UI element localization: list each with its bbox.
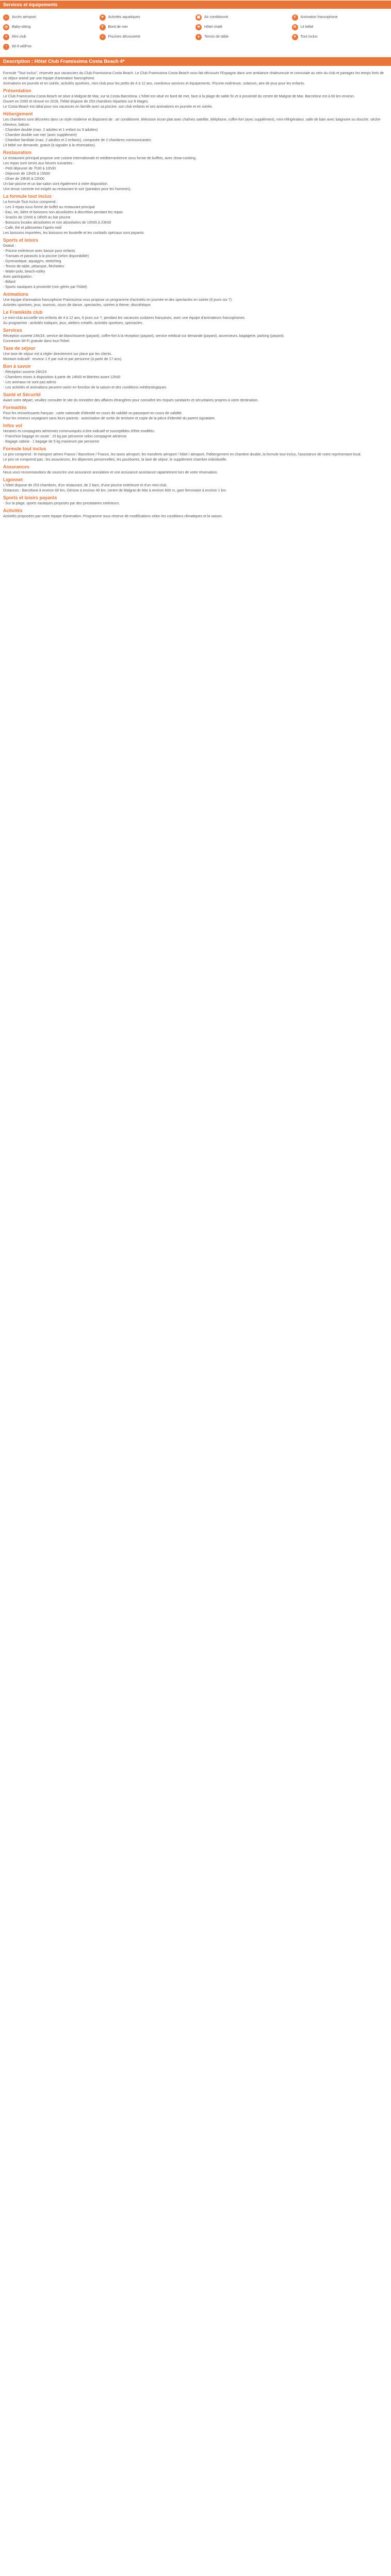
hotel-icon: H bbox=[292, 24, 298, 30]
paragraph: Lit bébé sur demande, gratuit (à signaler à la réservation). bbox=[3, 144, 96, 147]
service-label: Mini club bbox=[12, 35, 26, 39]
service-item bbox=[100, 33, 196, 40]
paragraph: Ouvert en 2000 et rénové en 2018, l'hôtel dispose de 253 chambres réparties sur 8 étages. bbox=[3, 100, 149, 104]
section-heading: Animations bbox=[3, 292, 29, 297]
service-item bbox=[100, 24, 196, 30]
service-label: Tout inclus bbox=[300, 35, 318, 39]
paragraph: Au programme : activités ludiques, jeux, ateliers créatifs, activités sportives, spectacles. bbox=[3, 321, 143, 325]
paragraph: Une équipe d'animation francophone Framissima vous propose un programme d'activités en journée et des spectacles en soirée (6 jours sur 7). bbox=[3, 298, 233, 302]
section-heading: Le Framikids club bbox=[3, 310, 43, 315]
paragraph: - Chambre double vue mer (avec supplément) bbox=[3, 133, 77, 137]
paragraph: - Dîner de 19h30 à 22h00 bbox=[3, 177, 44, 181]
paragraph: La formule Tout Inclus comprend : bbox=[3, 200, 58, 204]
paragraph: Avec participation : bbox=[3, 275, 34, 279]
service-label: Accès aéroport bbox=[12, 15, 37, 19]
section-heading: Sports et loisirs bbox=[3, 238, 39, 243]
paragraph: Gratuit : bbox=[3, 244, 16, 248]
paragraph: Réception ouverte 24h/24, service de blanchisserie (payant), coffre-fort à la réception (payant), service médical sur demande (payant), ascenseurs, bagagerie, parking (payant). bbox=[3, 334, 285, 338]
building-icon: ⌂ bbox=[3, 14, 9, 21]
person-walking-icon: ✦ bbox=[100, 14, 106, 21]
services-header bbox=[0, 1, 391, 9]
paragraph: - Chambre familiale (max. 2 adultes et 2 enfants), composée de 2 chambres communicantes bbox=[3, 139, 151, 142]
cocktail-icon: Y bbox=[100, 24, 106, 30]
wifi-zone-icon: ◔ bbox=[3, 44, 9, 50]
service-item bbox=[3, 24, 100, 30]
section-heading: La formule tout inclus bbox=[3, 194, 52, 199]
paragraph: Le Club Framissima Costa Beach se situe à Malgrat de Mar, sur la Costa Barcelona. L'hôtel est situé en bord de mer, face à la plage de sable fin et à proximité du centre de Malgrat de Mar. Barcelone est à 60 km environ. bbox=[3, 95, 355, 98]
paragraph: - Billard bbox=[3, 280, 15, 284]
paragraph: - Transats et parasols à la piscine (selon disponibilité) bbox=[3, 255, 89, 258]
paragraph: - Chambre double (max. 2 adultes et 1 enfant ou 3 adultes) bbox=[3, 128, 98, 132]
service-item bbox=[3, 43, 100, 50]
paragraph: Une tenue correcte est exigée au restaurant le soir (pantalon pour les hommes). bbox=[3, 188, 132, 191]
section-heading: Hébergement bbox=[3, 111, 33, 116]
service-label: Air conditionné bbox=[204, 15, 229, 19]
paragraph: - Water-polo, beach-volley bbox=[3, 270, 45, 274]
bicycle-icon: ◎ bbox=[3, 24, 9, 30]
paragraph: Distances : Barcelone à environ 60 km, Gérone à environ 40 km, centre de Malgrat de Mar à environ 800 m, gare ferroviaire à environ 1 km. bbox=[3, 489, 227, 493]
service-item bbox=[292, 33, 388, 40]
service-item bbox=[196, 33, 292, 40]
section-heading: Présentation bbox=[3, 88, 31, 93]
service-label: Piscines découverte bbox=[108, 35, 141, 39]
bar-icon: Y bbox=[292, 14, 298, 21]
paragraph: Le mini-club accueille vos enfants de 4 à 12 ans, 6 jours sur 7, pendant les vacances scolaires françaises, avec une équipe d'animateurs francophones. bbox=[3, 316, 246, 320]
service-label: Lit bébé bbox=[300, 25, 314, 29]
paragraph: Horaires et compagnies aériennes communiqués à titre indicatif et susceptibles d'être modifiés. bbox=[3, 430, 155, 433]
service-label: Hôtel chalé bbox=[204, 25, 223, 29]
paragraph: - Les activités et animations peuvent varier en fonction de la saison et des conditions météorologiques bbox=[3, 386, 167, 389]
section-heading: Infos vol bbox=[3, 423, 23, 428]
section-heading: Services bbox=[3, 328, 23, 333]
paragraph: Nous vous recommandons de souscrire une assurance annulation et une assurance assistance rapatriement lors de votre réservation. bbox=[3, 471, 218, 474]
paragraph: - Petit déjeuner de 7h30 à 10h30 bbox=[3, 167, 56, 171]
section-heading: Assurances bbox=[3, 464, 30, 469]
service-label: Bord de mer bbox=[108, 25, 128, 29]
paragraph: - Piscine extérieure avec bassin pour enfants bbox=[3, 249, 75, 253]
section-heading: Formule tout inclus bbox=[3, 446, 46, 451]
paragraph: Connexion Wi-Fi gratuite dans tout l'hôtel. bbox=[3, 340, 70, 343]
paragraph: - Sur la plage, sports nautiques proposés par des prestataires extérieurs. bbox=[3, 502, 120, 505]
paragraph: Le prix comprend : le transport aérien France / Barcelone / France, les taxes aéroport, les transferts aéroport / hôtel / aéroport, l'hébergement en chambre double, la formule tout inclus, l'assistance de notre représentant local. bbox=[3, 453, 362, 456]
service-label: Baby-sitting bbox=[12, 25, 31, 29]
wifi-icon: ≋ bbox=[196, 24, 202, 30]
description-content bbox=[0, 71, 391, 519]
section-heading: Formalités bbox=[3, 405, 27, 410]
service-label: Tennis de table bbox=[204, 35, 229, 39]
paragraph: Une taxe de séjour est à régler directement sur place par les clients. bbox=[3, 352, 112, 356]
section-heading: Bon à savoir bbox=[3, 364, 31, 369]
tv-icon: ▣ bbox=[196, 14, 202, 21]
paragraph: - Gymnastique, aquagym, stretching bbox=[3, 260, 61, 263]
paragraph: - Réception ouverte 24h/24 bbox=[3, 370, 47, 374]
restaurant-icon: ✕ bbox=[292, 34, 298, 40]
paragraph: Un bar-piscine et un bar-salon sont également à votre disposition. bbox=[3, 182, 108, 186]
paragraph: Montant indicatif : environ 1 € par nuit et par personne (à partir de 17 ans). bbox=[3, 358, 122, 361]
service-item bbox=[292, 24, 388, 30]
paragraph: - Bagage cabine : 1 bagage de 5 kg maximum par personne bbox=[3, 440, 100, 444]
paragraph: Pour les mineurs voyageant sans leurs parents : autorisation de sortie de territoire et copie de la pièce d'identité du parent signataire. bbox=[3, 417, 216, 420]
paragraph: L'hôtel dispose de 253 chambres, d'un restaurant, de 2 bars, d'une piscine extérieure et d'un mini-club. bbox=[3, 484, 168, 487]
paragraph: Activités proposées par notre équipe d'animation. Programme sous réserve de modifications selon les conditions climatiques et la saison. bbox=[3, 515, 223, 518]
service-item bbox=[292, 14, 388, 21]
section-heading: Santé et Sécurité bbox=[3, 392, 41, 397]
paragraph: Le Costa Beach est idéal pour vos vacances en famille avec sa piscine, son club enfants et ses animations en journée et en soirée. bbox=[3, 105, 213, 109]
paragraph: Le prix ne comprend pas : les assurances, les dépenses personnelles, les pourboires, la taxe de séjour, le supplément chambre individuelle. bbox=[3, 458, 227, 462]
service-label: Animation francophone bbox=[300, 15, 338, 19]
paragraph: - Tennis de table, pétanque, fléchettes bbox=[3, 265, 64, 268]
section-heading: Activités bbox=[3, 508, 23, 513]
paragraph: Animations en journée et en soirée, activités sportives, mini-club pour les petits de 4 à 12 ans, nombreux services et équipements. Piscine extérieure, solarium, aire de jeux pour les enfants. bbox=[3, 82, 305, 86]
description-title: Description : Hôtel Club Framissima Costa Beach 4* bbox=[3, 58, 125, 64]
service-item bbox=[100, 14, 196, 21]
services-title: Services et équipements bbox=[3, 2, 58, 7]
paragraph: - Sports nautiques à proximité (non gérés par l'hôtel) bbox=[3, 285, 87, 289]
paragraph: - Boissons locales alcoolisées et non alcoolisées de 10h00 à 23h00 bbox=[3, 221, 111, 225]
section-heading: Taxe de séjour bbox=[3, 346, 36, 351]
service-item bbox=[3, 33, 100, 40]
services-grid bbox=[0, 12, 391, 55]
paragraph: - Les animaux ne sont pas admis bbox=[3, 381, 56, 384]
paragraph: - Les 3 repas sous forme de buffet au restaurant principal bbox=[3, 206, 95, 209]
paragraph: - Chambres mises à disposition à partir de 14h00 et libérées avant 12h00 bbox=[3, 376, 121, 379]
service-label: Activités aquatiques bbox=[108, 15, 140, 19]
paragraph: Le restaurant principal propose une cuisine internationale et méditerranéenne sous forme de buffets, avec show-cooking. bbox=[3, 157, 197, 160]
service-item bbox=[3, 14, 100, 21]
paragraph: - Snacks de 11h00 à 18h00 au bar piscine bbox=[3, 216, 71, 219]
section-heading: Ligonnet bbox=[3, 477, 23, 482]
mini-club-icon: ☺ bbox=[100, 34, 106, 40]
paragraph: - Café, thé et pâtisseries l'après-midi bbox=[3, 226, 62, 230]
paragraph: Les boissons importées, les boissons en bouteille et les cocktails spéciaux sont payants. bbox=[3, 231, 145, 235]
paragraph: Formule "Tout Inclus", réservée aux vacanciers du Club Framissima Costa Beach. Le Club Framissima Costa Beach vous fait découvrir l'Espagne dans une ambiance chaleureuse et conviviale au sein du club et partagez les temps forts de ce séjour animé par une équipe d'animation francophone. bbox=[3, 72, 384, 80]
paragraph: - Eau, vin, bière et boissons non alcoolisées à discrétion pendant les repas bbox=[3, 211, 123, 214]
service-item bbox=[196, 24, 292, 30]
service-item bbox=[196, 14, 292, 21]
paragraph: Activités sportives, jeux, tournois, cours de danse, spectacles, soirées à thème, discothèque. bbox=[3, 303, 152, 307]
paragraph: - Déjeuner de 13h00 à 15h00 bbox=[3, 172, 51, 176]
paragraph: - Franchise bagage en soute : 15 kg par personne selon compagnie aérienne bbox=[3, 435, 127, 438]
section-heading: Restauration bbox=[3, 150, 32, 155]
paragraph: Avant votre départ, veuillez consulter le site du ministère des affaires étrangères pour connaître les risques sanitaires et sécuritaires propres à votre destination. bbox=[3, 399, 259, 402]
paragraph: Les repas sont servis aux heures suivantes : bbox=[3, 162, 75, 165]
plus-icon: + bbox=[3, 34, 9, 40]
tennis-icon: ● bbox=[196, 34, 202, 40]
paragraph: Pour les ressortissants français : carte nationale d'identité en cours de validité ou passeport en cours de validité. bbox=[3, 412, 183, 415]
section-heading: Sports et loisirs payants bbox=[3, 495, 57, 500]
service-label: Wi-fi wifiFee bbox=[12, 44, 32, 48]
description-header bbox=[0, 57, 391, 66]
paragraph: Les chambres sont décorées dans un style moderne et disposent de : air conditionné, télévision écran plat avec chaînes satellite, téléphone, coffre-fort (avec supplément), mini-réfrigérateur, salle de bain avec baignoire ou douche, sèche-cheveux, balcon. bbox=[3, 118, 381, 127]
